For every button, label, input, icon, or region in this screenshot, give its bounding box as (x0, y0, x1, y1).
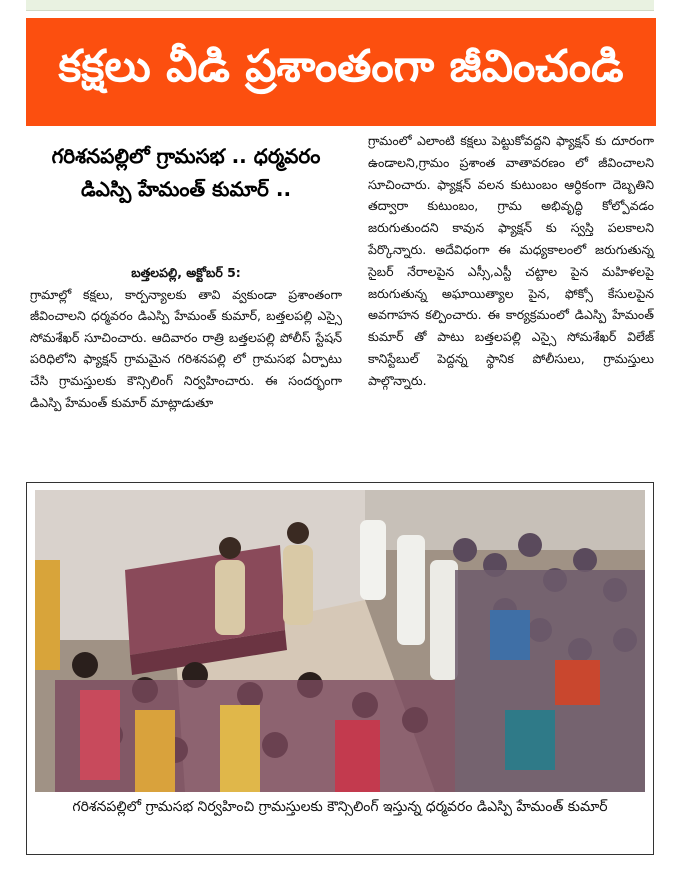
body-column-left (30, 262, 342, 413)
top-strip (26, 0, 654, 11)
dateline: బత్తలపల్లి, అక్టోబర్ 5: (131, 265, 241, 280)
body-column-right (368, 130, 654, 392)
body-text-right: గ్రామంలో ఎలాంటి కక్షలు పెట్టుకోవద్దని ఫ్యాక్షన్ కు దూరంగా ఉండాలని,గ్రామం ప్రశాంత వాతావరణం లో జీవించాలని సూచించారు. ఫ్యాక్షన్ వలన కుటుంబం ఆర్ధికంగా దెబ్బతిని తద్వారా కుటుంబం, గ్రామ అభివృద్ధి కోల్పోవడం జరుగుతుందని కావున ఫ్యాక్షన్ కు స్వస్తి పలకాలని పేర్కొన్నారు. అదేవిధంగా ఈ మధ్యకాలంలో జరుగుతున్న సైబర్ నేరాలపైన ఎస్సీ,ఎస్టీ చట్టాల పైన మహిళలపై జరుగుతున్న అఘాయిత్యాల పైన, ఫోక్సో కేసులపైన అవగాహన కల్పించారు. ఈ కార్యక్రమంలో డిఎస్పి హేమంత్ కుమార్ తో పాటు బత్తలపల్లి ఎస్సై సోమశేఖర్ విలేజ్ కానిస్టేబుల్ పెద్దన్న స్థానిక పోలీసులు, గ్రామస్తులు పాల్గొన్నారు. (368, 133, 654, 388)
village-meeting-photo (35, 490, 645, 792)
news-photo (35, 490, 645, 792)
subheadline: గరిశనపల్లిలో గ్రామసభ .. ధర్మవరం డిఎస్పి హేమంత్ కుమార్ .. (51, 144, 321, 201)
photo-frame (26, 482, 654, 855)
headline: కక్షలు వీడి ప్రశాంతంగా జీవించండి (26, 18, 656, 126)
body-text-left: గ్రామాల్లో కక్షలు, కార్పన్యాలకు తావి వ్వకుండా ప్రశాంతంగా జీవించాలని ధర్మవరం డిఎస్పి హేమంత్ కుమార్, బత్తలపల్లి ఎస్సై సోమశేఖర్ సూచించారు. ఆదివారం రాత్రి బత్తలపల్లి పోలీస్ స్టేషన్ పరిధిలోని ఫ్యాక్షన్ గ్రామమైన గరిశనపల్లి లో గ్రామసభ ఏర్పాటు చేసి గ్రామస్తులకు కౌన్సిలింగ్ నిర్వహించారు. ఈ సందర్భంగా డిఎస్పి హేమంత్ కుమార్ మాట్లాడుతూ (30, 286, 342, 410)
photo-caption: గరిశనపల్లిలో గ్రామసభ నిర్వహించి గ్రామస్తులకు కౌన్సిలింగ్ ఇస్తున్న ధర్మవరం డిఎస్పి హేమంత్ కుమార్ (72, 799, 608, 815)
